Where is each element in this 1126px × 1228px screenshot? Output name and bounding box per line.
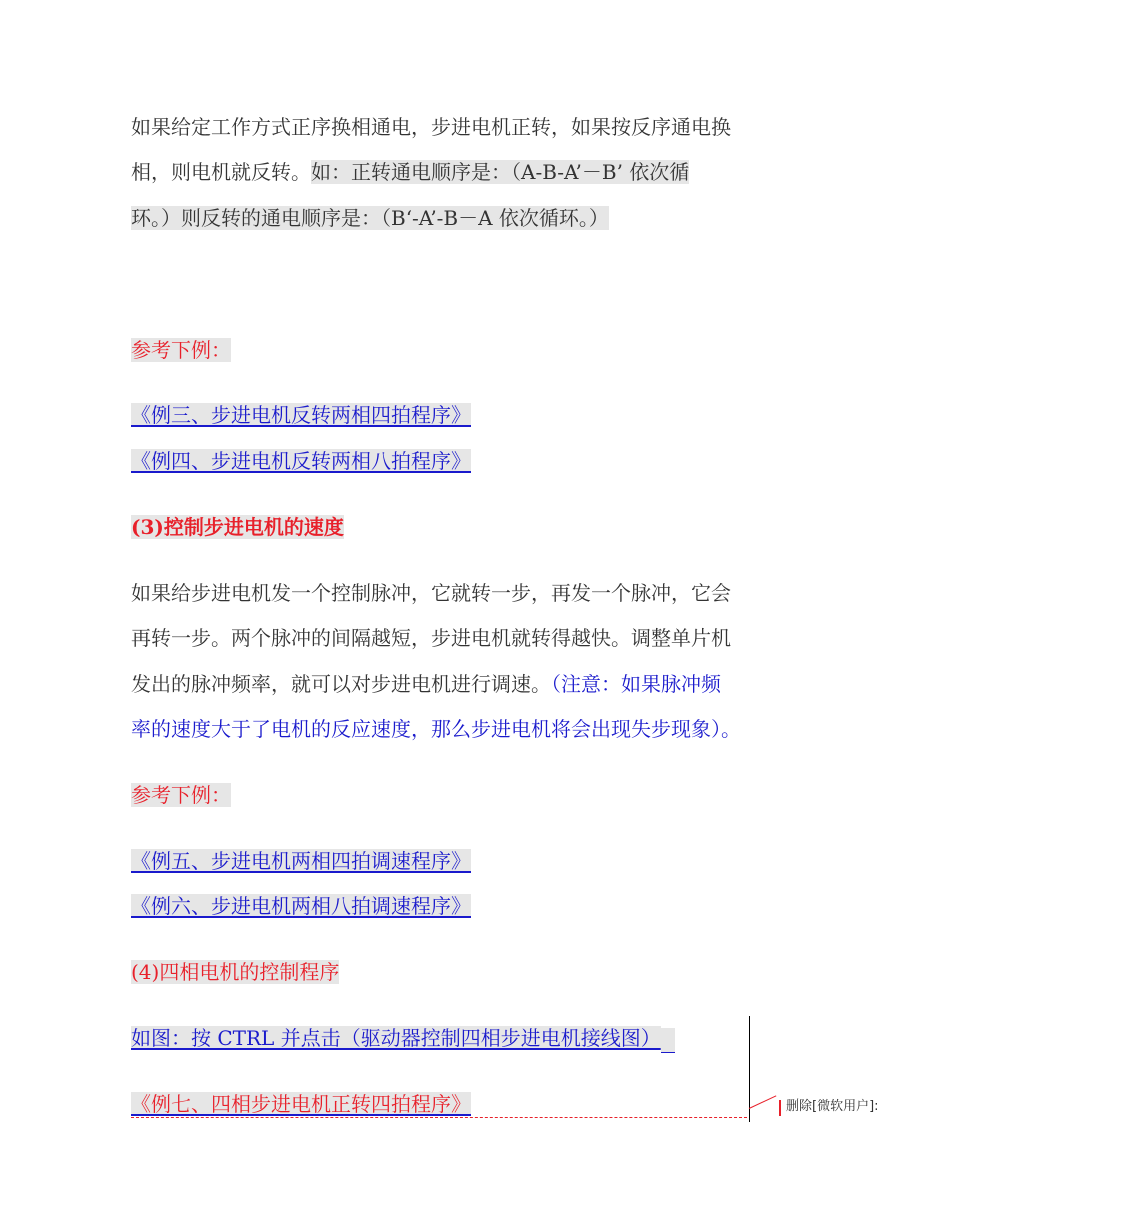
wiring-diagram-link[interactable]: 如图：按 CTRL 并点击（驱动器控制四相步进电机接线图） bbox=[131, 1026, 661, 1050]
link-line bbox=[131, 1023, 675, 1053]
link-line bbox=[131, 1089, 471, 1119]
body-text: 发出的脉冲频率，就可以对步进电机进行调速。 bbox=[131, 672, 551, 696]
paragraph-line bbox=[131, 203, 609, 233]
reference-text: 参考下例： bbox=[131, 338, 231, 362]
paragraph-line bbox=[131, 669, 721, 699]
note-text: 率的速度大于了电机的反应速度，那么步进电机将会出现失步现象）。 bbox=[131, 717, 741, 741]
link-line bbox=[131, 846, 471, 876]
section-heading bbox=[131, 512, 344, 542]
reference-label bbox=[131, 335, 231, 365]
example-4-link[interactable]: 《例四、步进电机反转两相八拍程序》 bbox=[131, 449, 471, 473]
comment-marker bbox=[779, 1100, 781, 1116]
comment-leader-line bbox=[749, 1095, 777, 1109]
link-trailing-space bbox=[661, 1028, 675, 1053]
paragraph-line bbox=[131, 157, 689, 187]
body-text: 如果给定工作方式正序换相通电，步进电机正转，如果按反序通电换 bbox=[131, 115, 731, 139]
example-3-link[interactable]: 《例三、步进电机反转两相四拍程序》 bbox=[131, 403, 471, 427]
revision-comment[interactable]: 删除[微软用户]: bbox=[786, 1099, 879, 1114]
body-text: 如果给步进电机发一个控制脉冲，它就转一步，再发一个脉冲，它会 bbox=[131, 581, 731, 605]
paragraph-line bbox=[131, 623, 731, 653]
body-text: 再转一步。两个脉冲的间隔越短，步进电机就转得越快。调整单片机 bbox=[131, 626, 731, 650]
example-7-link[interactable]: 《例七、四相步进电机正转四拍程序》 bbox=[131, 1092, 471, 1116]
link-line bbox=[131, 400, 471, 430]
highlighted-text: 环。）则反转的通电顺序是：（B‘-A’-B－A 依次循环。） bbox=[131, 206, 609, 230]
heading-text: (4)四相电机的控制程序 bbox=[131, 960, 340, 984]
link-line bbox=[131, 891, 471, 921]
deletion-underline bbox=[131, 1117, 747, 1118]
paragraph-line bbox=[131, 112, 731, 142]
link-line bbox=[131, 446, 471, 476]
example-6-link[interactable]: 《例六、步进电机两相八拍调速程序》 bbox=[131, 894, 471, 918]
body-text: 相，则电机就反转。 bbox=[131, 160, 311, 184]
highlighted-text: 如：正转通电顺序是：（A-B-A’－B’ 依次循 bbox=[311, 160, 690, 184]
section-heading bbox=[131, 957, 339, 987]
heading-text: (3)控制步进电机的速度 bbox=[131, 515, 344, 539]
example-5-link[interactable]: 《例五、步进电机两相四拍调速程序》 bbox=[131, 849, 471, 873]
reference-label bbox=[131, 780, 231, 810]
note-text: （注意：如果脉冲频 bbox=[551, 672, 721, 696]
paragraph-line bbox=[131, 578, 731, 608]
paragraph-line bbox=[131, 714, 741, 744]
reference-text: 参考下例： bbox=[131, 783, 231, 807]
